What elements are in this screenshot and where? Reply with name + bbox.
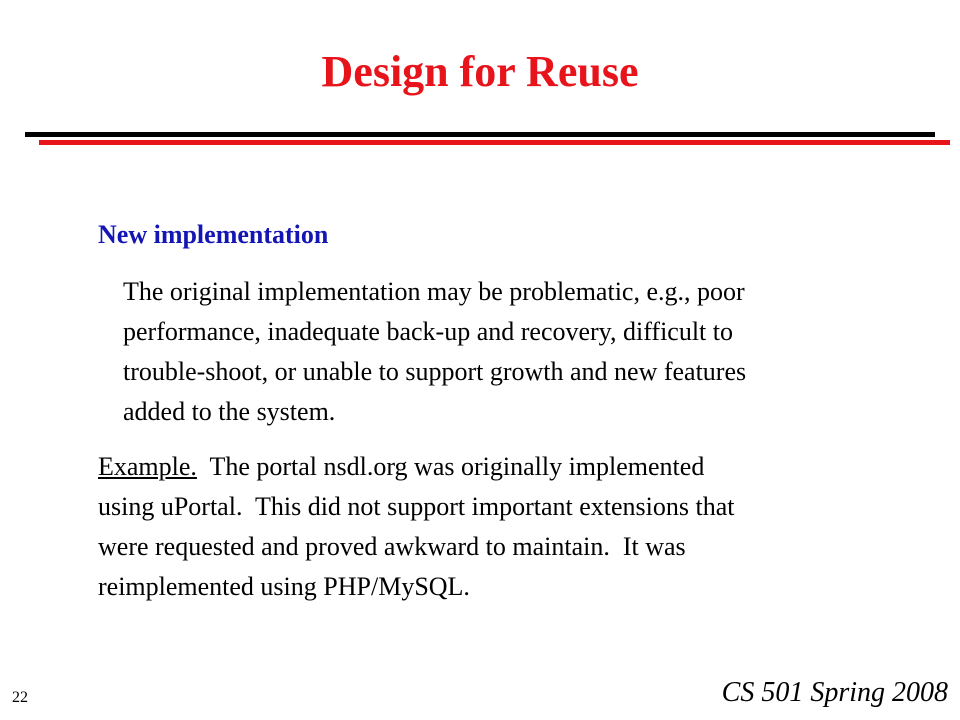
title-rule-black [25,132,935,137]
page-number: 22 [12,689,28,706]
paragraph-line: were requested and proved awkward to maintain. It was [98,532,686,561]
paragraph-line: The original implementation may be problematic, e.g., poor [123,277,745,306]
example-line-rest: The portal nsdl.org was originally implemented [196,452,705,481]
paragraph-line: added to the system. [123,397,336,426]
example-label: Example. [98,452,197,481]
paragraph-example [98,447,735,607]
section-heading: New implementation [98,220,329,249]
paragraph-line: performance, inadequate back-up and recovery, difficult to [123,317,733,346]
slide-title: Design for Reuse [321,47,639,96]
paragraph-original-implementation [123,272,746,432]
paragraph-line [98,447,735,487]
paragraph-line: using uPortal. This did not support important extensions that [98,492,735,521]
paragraph-line: trouble-shoot, or unable to support growth and new features [123,357,747,386]
course-label: CS 501 Spring 2008 [721,677,948,708]
title-rule-red [39,140,950,145]
paragraph-line: reimplemented using PHP/MySQL. [98,572,470,601]
